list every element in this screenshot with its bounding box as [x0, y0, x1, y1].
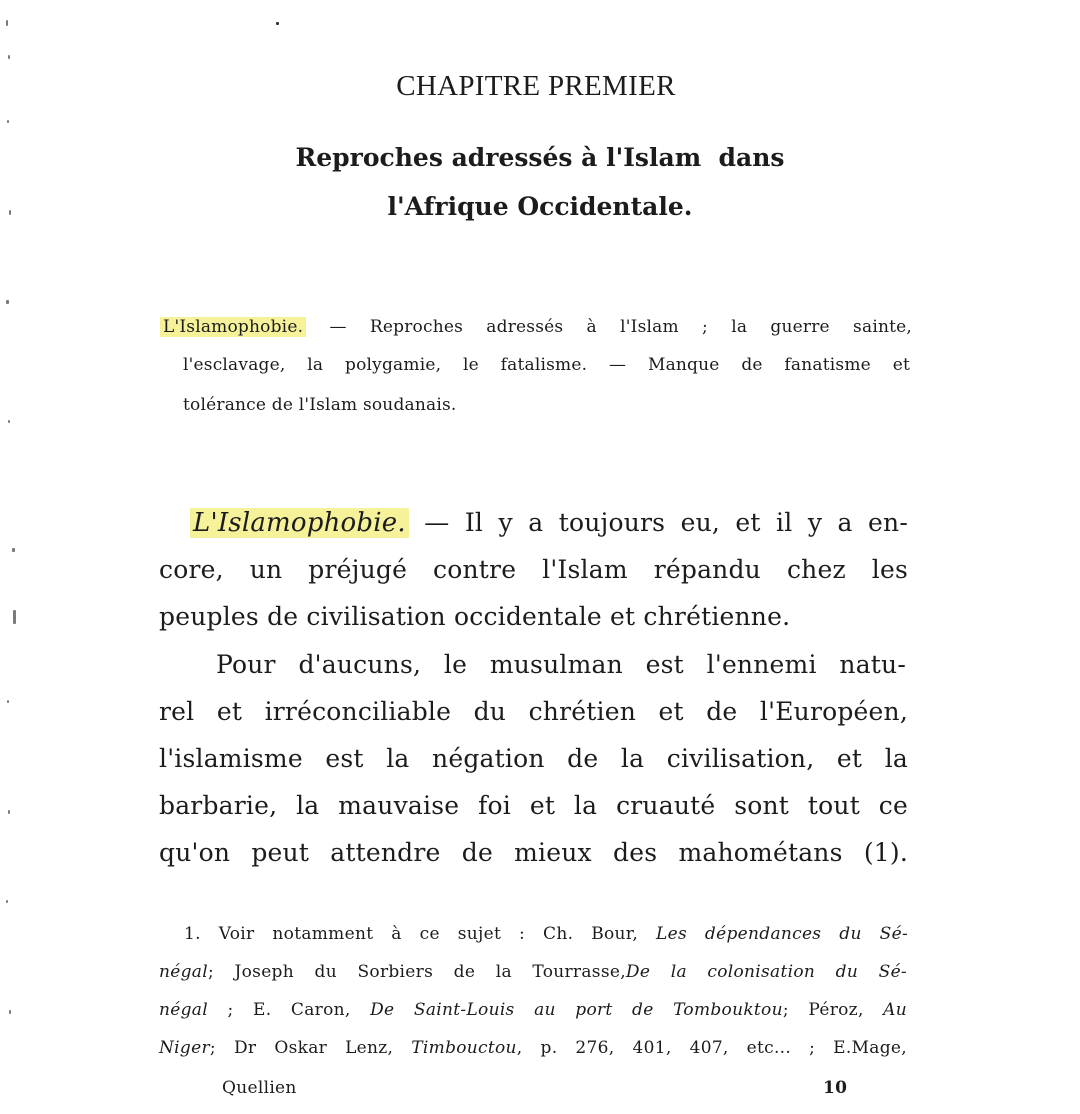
- footnote-text: ; Péroz,: [782, 1000, 864, 1020]
- body-line-7: barbarie, la mauvaise foi et la cruauté sont tout ce: [159, 791, 908, 820]
- footnote-italic-title: négal: [159, 962, 208, 982]
- summary-line-1-text: — Reproches adressés à l'Islam ; la guerre sainte,: [329, 317, 912, 337]
- body-line-8: qu'on peut attendre de mieux des mahométans (1).: [159, 838, 908, 867]
- body-term-highlight: L'Islamophobie.: [190, 508, 409, 538]
- body-line-1: [190, 508, 908, 538]
- body-line-1-text: — Il y a toujours eu, et il y a en-: [424, 508, 909, 537]
- body-line-2: core, un préjugé contre l'Islam répandu chez les: [159, 555, 908, 584]
- summary-line-2: l'esclavage, la polygamie, le fatalisme. — Manque de fanatisme et: [183, 355, 910, 375]
- body-line-4: Pour d'aucuns, le musulman est l'ennemi natu-: [216, 650, 906, 679]
- footnote-text: ; Joseph du Sorbiers de la Tourrasse,: [207, 962, 626, 982]
- footnote-italic-title: Au: [883, 1000, 907, 1020]
- footnote-line-3: [159, 1000, 907, 1020]
- footnote-italic-title: négal: [159, 1000, 208, 1020]
- footnote-line-1: [184, 924, 908, 944]
- page-number: 10: [823, 1078, 848, 1098]
- footnote-italic-title: Les dépendances du Sé-: [656, 924, 908, 944]
- footnote-line-4: [159, 1038, 907, 1058]
- summary-term-highlight: L'Islamophobie.: [160, 317, 306, 337]
- footnote-italic-title: Niger: [159, 1038, 210, 1058]
- footnote-text: 1. Voir notamment à ce sujet : Ch. Bour,: [184, 924, 639, 944]
- body-line-5: rel et irréconciliable du chrétien et de l'Européen,: [159, 697, 908, 726]
- footnote-italic-title: De la colonisation du Sé-: [625, 962, 907, 982]
- chapter-title-line-2: l'Afrique Occidentale.: [387, 192, 693, 221]
- ink-dot: [276, 22, 279, 25]
- footer-signature: Quellien: [222, 1078, 297, 1098]
- footnote-italic-title: De Saint-Louis au port de Tombouktou: [370, 1000, 783, 1020]
- footnote-text: ; Dr Oskar Lenz,: [209, 1038, 394, 1058]
- chapter-title-line-1: Reproches adressés à l'Islam dans: [295, 143, 785, 172]
- footnote-text: , p. 276, 401, 407, etc... ; E.Mage,: [516, 1038, 907, 1058]
- footnote-line-2: [159, 962, 907, 982]
- body-line-6: l'islamisme est la négation de la civilisation, et la: [159, 744, 908, 773]
- chapter-heading: CHAPITRE PREMIER: [396, 70, 676, 102]
- summary-line-3: tolérance de l'Islam soudanais.: [183, 395, 457, 415]
- summary-line-1: [160, 317, 912, 337]
- footnote-italic-title: Timbouctou: [411, 1038, 517, 1058]
- body-line-3: peuples de civilisation occidentale et chrétienne.: [159, 602, 791, 631]
- footnote-text: ; E. Caron,: [227, 1000, 351, 1020]
